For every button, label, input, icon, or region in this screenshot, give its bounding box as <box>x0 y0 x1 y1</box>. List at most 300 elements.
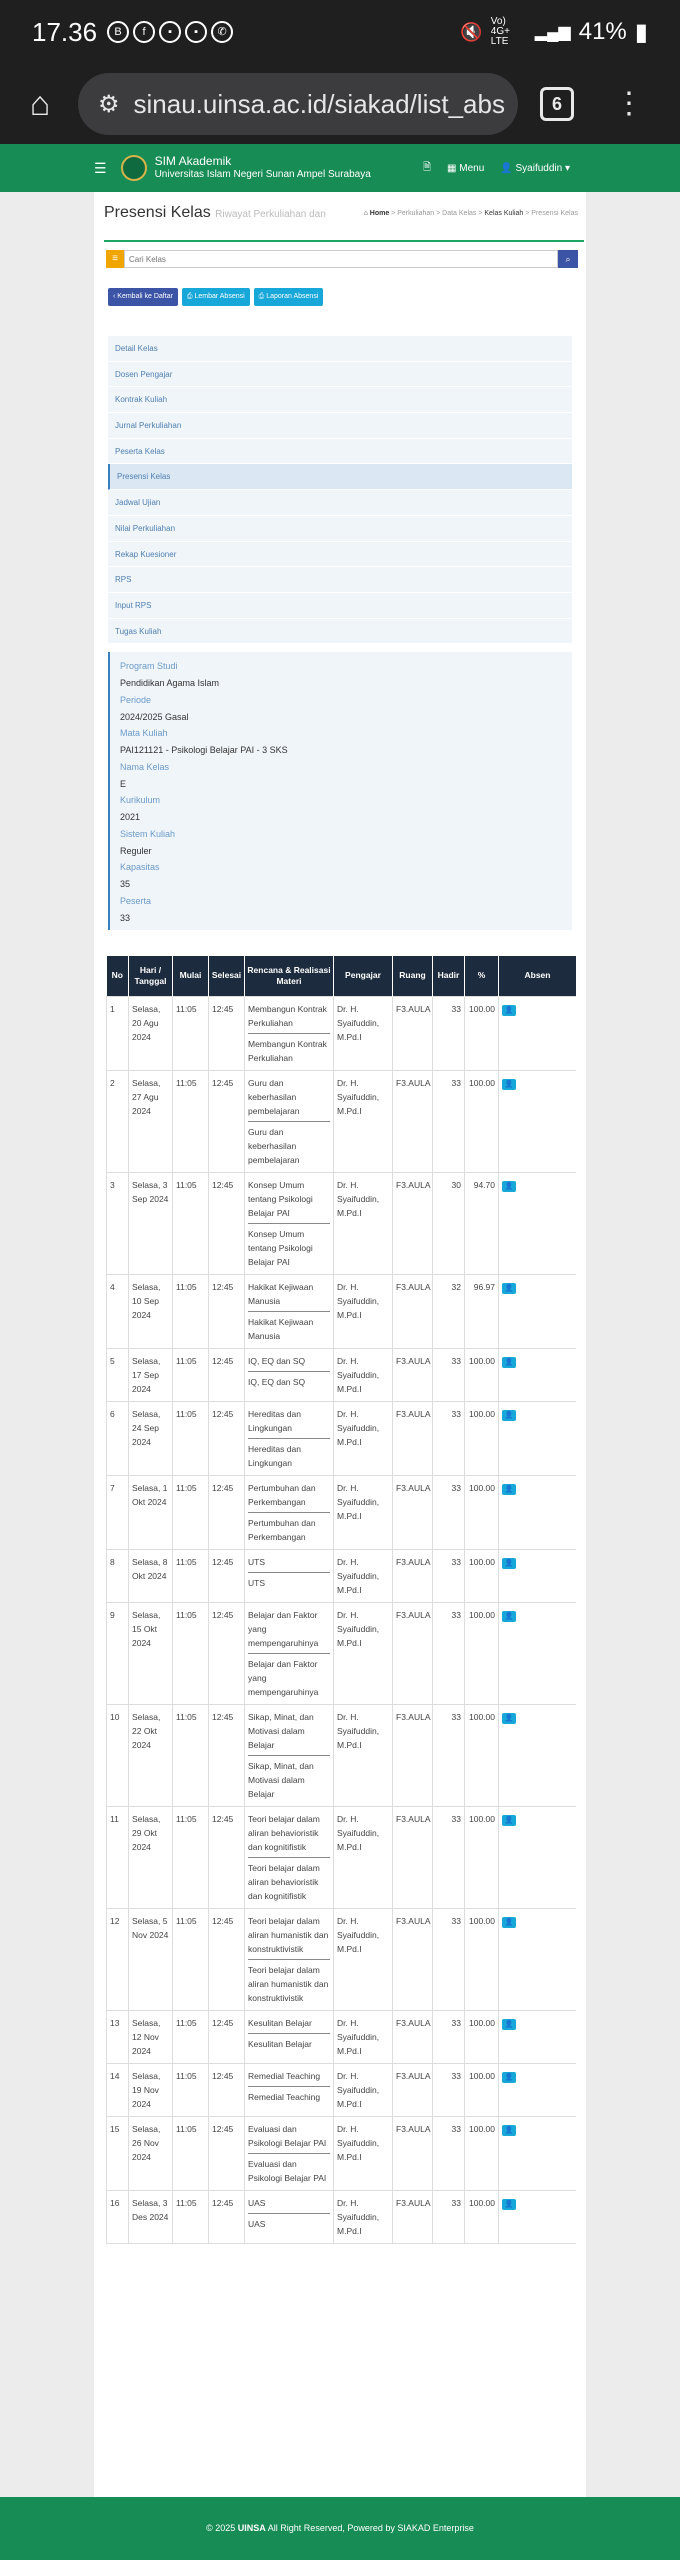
material-realization: Teori belajar dalam aliran behavioristik dan kognitifistik <box>248 1862 320 1901</box>
column-header: Ruang <box>393 956 433 996</box>
cell-present: 33 <box>433 1348 465 1401</box>
cell-teacher: Dr. H. Syaifuddin, M.Pd.I <box>334 1806 393 1908</box>
status-right <box>460 17 648 47</box>
cell-material <box>245 1908 334 2010</box>
cell-teacher: Dr. H. Syaifuddin, M.Pd.I <box>334 1704 393 1806</box>
material-plan: Belajar dan Faktor yang mempengaruhinya <box>248 1608 330 1654</box>
cell-present: 33 <box>433 2116 465 2190</box>
attendance-user-icon[interactable]: 👤 <box>502 2072 516 2083</box>
cell-date: Selasa, 26 Nov 2024 <box>129 2116 173 2190</box>
table-row <box>107 1348 577 1401</box>
material-realization: IQ, EQ dan SQ <box>248 1376 306 1387</box>
cell-date: Selasa, 19 Nov 2024 <box>129 2063 173 2116</box>
cell-room: F3.AULA <box>393 1908 433 2010</box>
more-menu-icon[interactable]: ⋮ <box>614 87 644 120</box>
cell-material <box>245 996 334 1070</box>
cell-room: F3.AULA <box>393 1274 433 1348</box>
search-bar <box>106 250 578 268</box>
material-realization: Guru dan keberhasilan pembelajaran <box>248 1126 300 1165</box>
cell-date: Selasa, 3 Sep 2024 <box>129 1172 173 1274</box>
class-info-panel <box>108 652 572 930</box>
cell-teacher: Dr. H. Syaifuddin, M.Pd.I <box>334 2190 393 2243</box>
document-icon[interactable]: 🗎 <box>422 161 431 173</box>
cell-date: Selasa, 24 Sep 2024 <box>129 1401 173 1475</box>
menu-item-kontrak-kuliah[interactable]: Kontrak Kuliah <box>108 387 572 413</box>
cell-end: 12:45 <box>209 1274 245 1348</box>
cell-material <box>245 1602 334 1704</box>
table-row <box>107 1704 577 1806</box>
menu-item-jadwal-ujian[interactable]: Jadwal Ujian <box>108 490 572 516</box>
cell-absen <box>499 1475 577 1549</box>
table-row <box>107 1172 577 1274</box>
info-value: E <box>120 778 127 789</box>
material-plan: Teori belajar dalam aliran behavioristik dan kognitifistik <box>248 1812 330 1858</box>
material-realization: Teori belajar dalam aliran humanistik dan konstruktivistik <box>248 1964 329 2003</box>
cell-material <box>245 1401 334 1475</box>
cell-material <box>245 1070 334 1172</box>
cell-present: 33 <box>433 1908 465 2010</box>
cell-pct: 100.00 <box>465 1549 499 1602</box>
table-row <box>107 1274 577 1348</box>
cell-material <box>245 1549 334 1602</box>
cell-no: 11 <box>107 1806 129 1908</box>
cell-absen <box>499 1274 577 1348</box>
material-realization: Membangun Kontrak Perkuliahan <box>248 1038 327 1063</box>
table-row <box>107 1549 577 1602</box>
cell-absen <box>499 1602 577 1704</box>
cell-pct: 100.00 <box>465 996 499 1070</box>
cell-no: 12 <box>107 1908 129 2010</box>
material-plan: UTS <box>248 1555 330 1573</box>
cell-no: 2 <box>107 1070 129 1172</box>
battery-label: 41% <box>578 18 627 45</box>
menu-item-rekap-kuesioner[interactable]: Rekap Kuesioner <box>108 542 572 568</box>
cell-room: F3.AULA <box>393 1172 433 1274</box>
title-divider <box>104 240 584 242</box>
info-value: PAI121121 - Psikologi Belajar PAI - 3 SKS <box>120 745 288 755</box>
cell-date: Selasa, 15 Okt 2024 <box>129 1602 173 1704</box>
cell-room: F3.AULA <box>393 1475 433 1549</box>
cell-absen <box>499 2116 577 2190</box>
material-plan: Kesulitan Belajar <box>248 2016 330 2034</box>
cell-pct: 100.00 <box>465 1475 499 1549</box>
info-label: Periode <box>120 694 152 705</box>
cell-date: Selasa, 10 Sep 2024 <box>129 1274 173 1348</box>
info-label: Kurikulum <box>120 795 161 805</box>
facebook-icon: f <box>133 21 155 43</box>
page-subtitle: Riwayat Perkuliahan dan <box>215 209 326 220</box>
page-title <box>104 204 326 222</box>
menu-link[interactable]: ▦ Menu <box>447 162 485 174</box>
cell-material <box>245 1704 334 1806</box>
cell-room: F3.AULA <box>393 1806 433 1908</box>
column-header: Hadir <box>433 956 465 996</box>
menu-item-dosen-pengajar[interactable]: Dosen Pengajar <box>108 362 572 388</box>
cell-pct: 100.00 <box>465 2190 499 2243</box>
cell-no: 3 <box>107 1172 129 1274</box>
cell-absen <box>499 1704 577 1806</box>
cell-present: 33 <box>433 2063 465 2116</box>
cell-room: F3.AULA <box>393 1704 433 1806</box>
material-plan: UAS <box>248 2196 330 2214</box>
menu-item-peserta-kelas[interactable]: Peserta Kelas <box>108 439 572 465</box>
info-label: Kapasitas <box>120 862 160 872</box>
cell-date: Selasa, 1 Okt 2024 <box>129 1475 173 1549</box>
footer-brand: UINSA <box>237 2523 266 2533</box>
material-realization: UTS <box>248 1577 265 1588</box>
browser-toolbar <box>0 64 680 144</box>
material-realization: Hakikat Kejiwaan Manusia <box>248 1316 314 1341</box>
cell-no: 9 <box>107 1602 129 1704</box>
cell-pct: 100.00 <box>465 2116 499 2190</box>
menu-item-detail-kelas[interactable]: Detail Kelas <box>108 336 572 362</box>
cell-end: 12:45 <box>209 2010 245 2063</box>
cell-present: 33 <box>433 1549 465 1602</box>
cell-present: 33 <box>433 1602 465 1704</box>
menu-item-rps[interactable]: RPS <box>108 567 572 593</box>
info-label: Peserta <box>120 895 152 906</box>
cell-material <box>245 1274 334 1348</box>
cell-end: 12:45 <box>209 1549 245 1602</box>
cell-absen <box>499 996 577 1070</box>
cell-present: 33 <box>433 1401 465 1475</box>
cell-start: 11:05 <box>173 1704 209 1806</box>
attendance-user-icon[interactable]: 👤 <box>502 2125 516 2136</box>
attendance-user-icon[interactable]: 👤 <box>502 1558 516 1569</box>
attendance-user-icon[interactable]: 👤 <box>502 2199 516 2210</box>
cell-material <box>245 2063 334 2116</box>
signal-icon: ▂▄▆ <box>534 24 571 41</box>
tab-switcher-button[interactable]: 6 <box>540 87 574 121</box>
cell-start: 11:05 <box>173 1908 209 2010</box>
cell-room: F3.AULA <box>393 1401 433 1475</box>
report-label: Laporan Absensi <box>266 293 319 300</box>
attendance-user-icon[interactable]: 👤 <box>502 1815 516 1826</box>
attendance-user-icon[interactable]: 👤 <box>502 1181 516 1192</box>
table-row <box>107 1806 577 1908</box>
brand-title: SIM Akademik <box>154 154 232 168</box>
material-plan: Hakikat Kejiwaan Manusia <box>248 1280 330 1312</box>
cell-teacher: Dr. H. Syaifuddin, M.Pd.I <box>334 1348 393 1401</box>
cell-teacher: Dr. H. Syaifuddin, M.Pd.I <box>334 1908 393 2010</box>
column-header: Rencana & Realisasi Materi <box>245 956 334 996</box>
cell-end: 12:45 <box>209 1401 245 1475</box>
cell-start: 11:05 <box>173 2010 209 2063</box>
cell-end: 12:45 <box>209 1172 245 1274</box>
attendance-user-icon[interactable]: 👤 <box>502 1713 516 1724</box>
cell-teacher: Dr. H. Syaifuddin, M.Pd.I <box>334 1274 393 1348</box>
material-plan: Teori belajar dalam aliran humanistik dan konstruktivistik <box>248 1914 330 1960</box>
info-label: Nama Kelas <box>120 761 170 772</box>
info-label: Sistem Kuliah <box>120 828 176 839</box>
cell-teacher: Dr. H. Syaifuddin, M.Pd.I <box>334 2063 393 2116</box>
cell-no: 4 <box>107 1274 129 1348</box>
cell-material <box>245 1348 334 1401</box>
cell-start: 11:05 <box>173 2190 209 2243</box>
cell-date: Selasa, 29 Okt 2024 <box>129 1806 173 1908</box>
column-header: Mulai <box>173 956 209 996</box>
cell-end: 12:45 <box>209 1348 245 1401</box>
menu-item-presensi-kelas[interactable]: Presensi Kelas <box>108 464 572 490</box>
cell-absen <box>499 1401 577 1475</box>
whatsapp-icon: ✆ <box>211 21 233 43</box>
cell-start: 11:05 <box>173 1401 209 1475</box>
cell-material <box>245 1475 334 1549</box>
attendance-table-wrapper[interactable] <box>106 956 576 2449</box>
column-header: Absen <box>499 956 577 996</box>
cell-no: 13 <box>107 2010 129 2063</box>
address-bar[interactable] <box>78 73 518 135</box>
cell-material <box>245 2190 334 2243</box>
user-name: Syaifuddin <box>515 162 563 174</box>
cell-no: 10 <box>107 1704 129 1806</box>
material-plan: Pertumbuhan dan Perkembangan <box>248 1481 330 1513</box>
hamburger-icon[interactable]: ☰ <box>94 159 107 176</box>
cell-absen <box>499 1549 577 1602</box>
menu-item-nilai-perkuliahan[interactable]: Nilai Perkuliahan <box>108 516 572 542</box>
cell-start: 11:05 <box>173 1274 209 1348</box>
cell-date: Selasa, 22 Okt 2024 <box>129 1704 173 1806</box>
cell-no: 15 <box>107 2116 129 2190</box>
cell-teacher: Dr. H. Syaifuddin, M.Pd.I <box>334 1172 393 1274</box>
cell-end: 12:45 <box>209 1475 245 1549</box>
home-icon[interactable]: ⌂ <box>29 85 51 123</box>
cell-no: 7 <box>107 1475 129 1549</box>
sheet-label: Lembar Absensi <box>194 293 245 300</box>
material-realization: Kesulitan Belajar <box>248 2038 312 2049</box>
material-realization: Sikap, Minat, dan Motivasi dalam Belajar <box>248 1760 314 1799</box>
table-row <box>107 2116 577 2190</box>
cell-present: 30 <box>433 1172 465 1274</box>
cell-teacher: Dr. H. Syaifuddin, M.Pd.I <box>334 1549 393 1602</box>
material-realization: Konsep Umum tentang Psikologi Belajar PAI <box>248 1228 313 1267</box>
cell-room: F3.AULA <box>393 2116 433 2190</box>
user-dropdown[interactable]: 👤 Syaifuddin ▾ <box>500 162 570 174</box>
cell-material <box>245 1806 334 1908</box>
cell-date: Selasa, 27 Agu 2024 <box>129 1070 173 1172</box>
cell-end: 12:45 <box>209 2116 245 2190</box>
info-value: 33 <box>120 912 131 923</box>
cell-room: F3.AULA <box>393 2190 433 2243</box>
breadcrumb-item[interactable]: Data Kelas <box>442 210 477 217</box>
cell-pct: 100.00 <box>465 1908 499 2010</box>
uinsa-logo <box>121 155 147 181</box>
cell-present: 33 <box>433 1704 465 1806</box>
cell-date: Selasa, 8 Okt 2024 <box>129 1549 173 1602</box>
menu-label: Menu <box>459 162 485 174</box>
cell-absen <box>499 1172 577 1274</box>
material-plan: Evaluasi dan Psikologi Belajar PAI <box>248 2122 330 2154</box>
cell-no: 5 <box>107 1348 129 1401</box>
cell-start: 11:05 <box>173 1172 209 1274</box>
menu-item-tugas-kuliah[interactable]: Tugas Kuliah <box>108 619 572 645</box>
cell-teacher: Dr. H. Syaifuddin, M.Pd.I <box>334 996 393 1070</box>
cell-end: 12:45 <box>209 1908 245 2010</box>
footer-copyright: © 2025 <box>206 2523 236 2533</box>
material-realization: Pertumbuhan dan Perkembangan <box>248 1517 316 1542</box>
cell-pct: 100.00 <box>465 2063 499 2116</box>
battery-icon: ▮ <box>634 18 648 46</box>
main-content <box>94 192 586 2497</box>
cell-present: 33 <box>433 2010 465 2063</box>
class-menu <box>108 336 572 644</box>
cell-pct: 100.00 <box>465 1348 499 1401</box>
attendance-user-icon[interactable]: 👤 <box>502 1079 516 1090</box>
info-value: Pendidikan Agama Islam <box>120 678 220 688</box>
cell-start: 11:05 <box>173 2063 209 2116</box>
attendance-user-icon[interactable]: 👤 <box>502 1005 516 1016</box>
info-label: Program Studi <box>120 661 178 671</box>
cell-absen <box>499 1908 577 2010</box>
cell-present: 33 <box>433 996 465 1070</box>
attendance-user-icon[interactable]: 👤 <box>502 1611 516 1622</box>
cell-teacher: Dr. H. Syaifuddin, M.Pd.I <box>334 1475 393 1549</box>
mute-icon: 🔇 <box>460 21 483 42</box>
cell-teacher: Dr. H. Syaifuddin, M.Pd.I <box>334 1602 393 1704</box>
material-realization: Belajar dan Faktor yang mempengaruhinya <box>248 1658 319 1697</box>
material-plan: Membangun Kontrak Perkuliahan <box>248 1002 330 1034</box>
cell-present: 32 <box>433 1274 465 1348</box>
column-header: Selesai <box>209 956 245 996</box>
app-navbar <box>0 144 680 192</box>
cell-start: 11:05 <box>173 996 209 1070</box>
attendance-user-icon[interactable]: 👤 <box>502 1484 516 1495</box>
attendance-report-button[interactable]: ⎙ Laporan Absensi <box>254 288 324 306</box>
page-title-text: Presensi Kelas <box>104 204 211 221</box>
back-button[interactable]: ‹ Kembali ke Daftar <box>108 288 178 306</box>
cell-start: 11:05 <box>173 2116 209 2190</box>
column-header: Pengajar <box>334 956 393 996</box>
material-realization: Hereditas dan Lingkungan <box>248 1443 301 1468</box>
table-row <box>107 1070 577 1172</box>
attendance-user-icon[interactable]: 👤 <box>502 1410 516 1421</box>
attendance-table <box>106 956 576 2244</box>
cell-material <box>245 2116 334 2190</box>
app-icon: ▪ <box>185 21 207 43</box>
breadcrumb: ⌂ Home > Perkuliahan > Data Kelas > Kelas Kuliah > Presensi Kelas <box>363 210 578 217</box>
breadcrumb-current: Presensi Kelas <box>531 210 578 217</box>
status-bar <box>0 0 680 64</box>
table-row <box>107 1475 577 1549</box>
cell-absen <box>499 1806 577 1908</box>
info-value: Reguler <box>120 845 152 856</box>
cell-room: F3.AULA <box>393 2063 433 2116</box>
cell-end: 12:45 <box>209 1806 245 1908</box>
cell-no: 16 <box>107 2190 129 2243</box>
cell-no: 6 <box>107 1401 129 1475</box>
table-row <box>107 1401 577 1475</box>
table-row <box>107 996 577 1070</box>
breadcrumb-home[interactable]: Home <box>369 210 390 217</box>
cell-end: 12:45 <box>209 996 245 1070</box>
footer-text: All Right Reserved, Powered by SIAKAD Enterprise <box>267 2523 474 2533</box>
back-label: Kembali ke Daftar <box>117 293 173 300</box>
cell-date: Selasa, 20 Agu 2024 <box>129 996 173 1070</box>
cell-teacher: Dr. H. Syaifuddin, M.Pd.I <box>334 1401 393 1475</box>
cell-room: F3.AULA <box>393 1070 433 1172</box>
status-time: 17.36 <box>32 16 98 47</box>
cell-date: Selasa, 17 Sep 2024 <box>129 1348 173 1401</box>
info-value: 35 <box>120 879 131 889</box>
cell-start: 11:05 <box>173 1602 209 1704</box>
attendance-user-icon[interactable]: 👤 <box>502 1283 516 1294</box>
notification-icons <box>107 21 233 43</box>
attendance-user-icon[interactable]: 👤 <box>502 1917 516 1928</box>
cell-room: F3.AULA <box>393 1348 433 1401</box>
breadcrumb-item[interactable]: Kelas Kuliah <box>484 210 524 217</box>
material-plan: Konsep Umum tentang Psikologi Belajar PAI <box>248 1178 330 1224</box>
material-realization: Remedial Teaching <box>248 2091 321 2102</box>
attendance-user-icon[interactable]: 👤 <box>502 1357 516 1368</box>
breadcrumb-item[interactable]: Perkuliahan <box>397 210 435 217</box>
cell-room: F3.AULA <box>393 2010 433 2063</box>
cell-start: 11:05 <box>173 1806 209 1908</box>
cell-end: 12:45 <box>209 1070 245 1172</box>
cell-pct: 94.70 <box>465 1172 499 1274</box>
attendance-sheet-button[interactable]: ⎙ Lembar Absensi <box>182 288 250 306</box>
site-settings-icon[interactable]: ⚙ <box>98 90 120 118</box>
cell-pct: 100.00 <box>465 1806 499 1908</box>
cell-absen <box>499 2010 577 2063</box>
cell-present: 33 <box>433 2190 465 2243</box>
cell-end: 12:45 <box>209 1602 245 1704</box>
search-input[interactable] <box>124 250 558 268</box>
cell-no: 1 <box>107 996 129 1070</box>
cell-room: F3.AULA <box>393 1549 433 1602</box>
cell-absen <box>499 1348 577 1401</box>
menu-item-input-rps[interactable]: Input RPS <box>108 593 572 619</box>
cell-start: 11:05 <box>173 1475 209 1549</box>
footer <box>0 2497 680 2560</box>
menu-item-jurnal-perkuliahan[interactable]: Jurnal Perkuliahan <box>108 413 572 439</box>
table-row <box>107 2063 577 2116</box>
brand[interactable] <box>155 155 371 181</box>
cell-room: F3.AULA <box>393 1602 433 1704</box>
cell-pct: 100.00 <box>465 2010 499 2063</box>
info-label: Mata Kuliah <box>120 728 168 738</box>
url-text: sinau.uinsa.ac.id/siakad/list_abs <box>133 88 505 119</box>
cell-pct: 100.00 <box>465 1704 499 1806</box>
material-plan: Hereditas dan Lingkungan <box>248 1407 330 1439</box>
cell-pct: 100.00 <box>465 1070 499 1172</box>
cell-start: 11:05 <box>173 1348 209 1401</box>
search-icon[interactable]: ⌕ <box>558 250 578 268</box>
table-row <box>107 2190 577 2243</box>
table-header-row <box>107 956 577 996</box>
cell-end: 12:45 <box>209 1704 245 1806</box>
filter-icon[interactable]: ≡ <box>106 250 124 268</box>
column-header: % <box>465 956 499 996</box>
attendance-user-icon[interactable]: 👤 <box>502 2019 516 2030</box>
action-buttons <box>108 288 323 306</box>
cell-absen <box>499 1070 577 1172</box>
cell-date: Selasa, 5 Nov 2024 <box>129 1908 173 2010</box>
network-label: Vo) 4G+ LTE <box>490 16 510 47</box>
cell-teacher: Dr. H. Syaifuddin, M.Pd.I <box>334 2116 393 2190</box>
cell-teacher: Dr. H. Syaifuddin, M.Pd.I <box>334 1070 393 1172</box>
cell-absen <box>499 2190 577 2243</box>
b-icon: B <box>107 21 129 43</box>
cell-start: 11:05 <box>173 1070 209 1172</box>
cell-present: 33 <box>433 1475 465 1549</box>
material-plan: Sikap, Minat, dan Motivasi dalam Belajar <box>248 1710 330 1756</box>
column-header: No <box>107 956 129 996</box>
cell-material <box>245 1172 334 1274</box>
material-plan: Remedial Teaching <box>248 2069 330 2087</box>
column-header: Hari / Tanggal <box>129 956 173 996</box>
cell-room: F3.AULA <box>393 996 433 1070</box>
brand-subtitle: Universitas Islam Negeri Sunan Ampel Surabaya <box>154 169 371 180</box>
